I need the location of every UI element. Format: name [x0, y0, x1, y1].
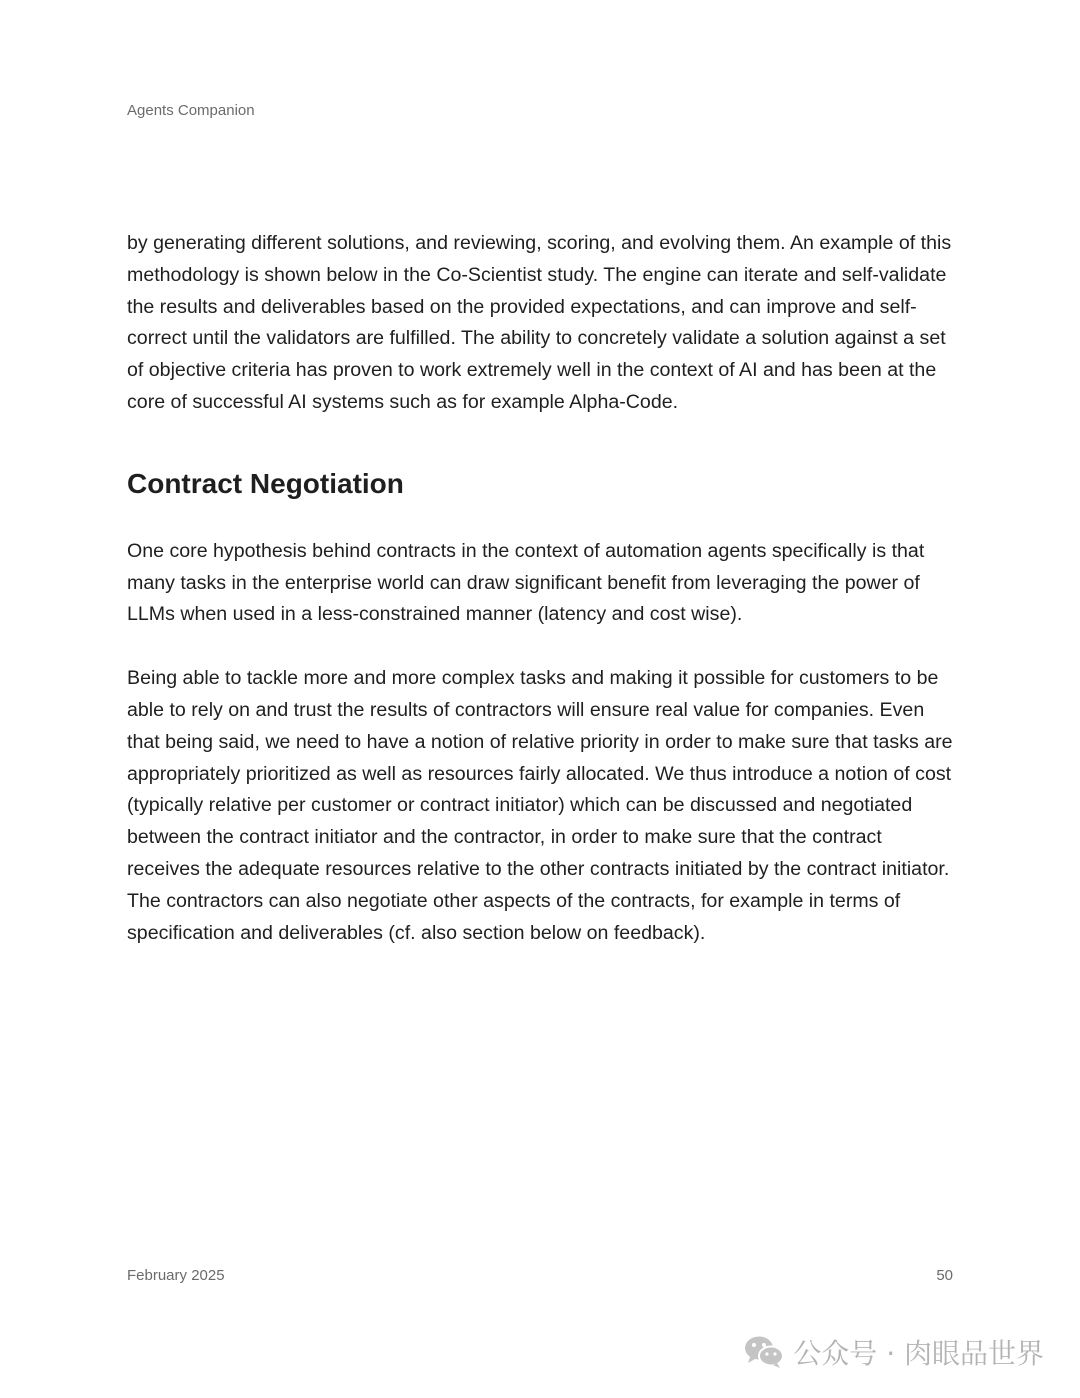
section-heading: Contract Negotiation	[127, 467, 404, 499]
paragraph-priority-cost: Being able to tackle more and more complex tasks and making it possible for customers to be able to rely on and trust the results of contractors will ensure real value for companies. Even that being said, we need to have a notion of relative priority in order to make sure that tasks are appropriately prioritized as well as resources fairly allocated. We thus introduce a notion of cost (typically relative per customer or contract initiator) which can be discussed and negotiated between the contract initiator and the contractor, in order to make sure that the contract receives the adequate resources relative to the other contracts initiated by the contract initiator. The contractors can also negotiate other aspects of the contracts, for example in terms of specification and deliverables (cf. also section below on feedback).	[127, 667, 953, 944]
document-header-title: Agents Companion	[127, 102, 255, 119]
paragraph-spacer	[127, 631, 957, 663]
wechat-icon	[743, 1334, 785, 1370]
page-number: 50	[936, 1267, 953, 1284]
page-content	[127, 228, 957, 949]
watermark-text: 公众号 · 肉眼品世界	[793, 1337, 1044, 1370]
paragraph-hypothesis: One core hypothesis behind contracts in the context of automation agents specifically is that many tasks in the enterprise world can draw significant benefit from leveraging the power of LLMs when used in a less-constrained manner (latency and cost wise).	[127, 539, 925, 626]
footer-date: February 2025	[127, 1267, 225, 1284]
watermark	[743, 1332, 1044, 1372]
intro-paragraph: by generating different solutions, and reviewing, scoring, and evolving them. An example of this methodology is shown below in the Co-Scientist study. The engine can iterate and self-validate the results and deliverables based on the provided expectations, and can improve and self-correct until the validators are fulfilled. The ability to concretely validate a solution against a set of objective criteria has proven to work extremely well in the context of AI and has been at the core of successful AI systems such as for example Alpha-Code.	[127, 232, 952, 413]
